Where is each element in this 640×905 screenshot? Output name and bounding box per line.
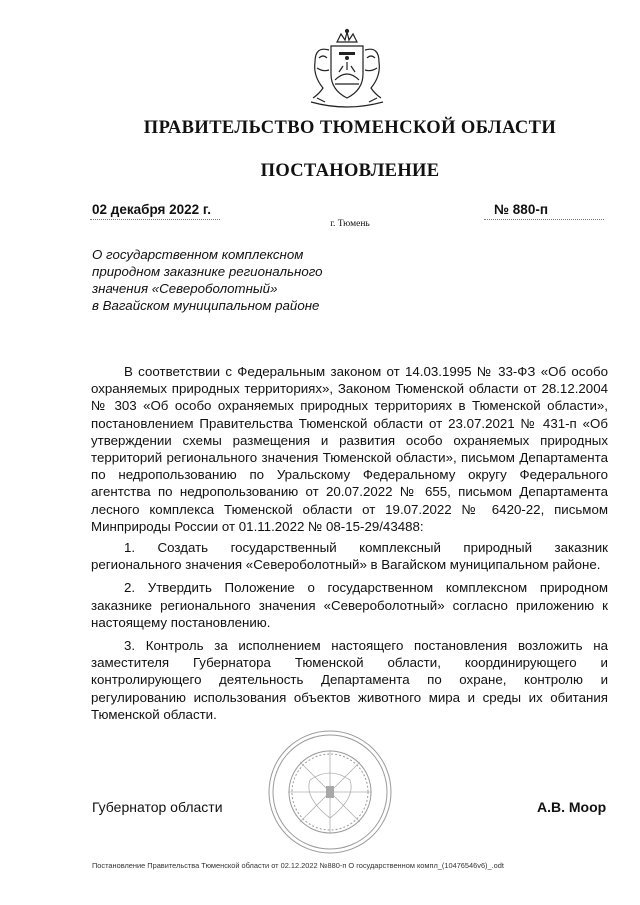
subject-line: значения «Североболотный»	[92, 281, 278, 296]
document-number: № 880-п	[494, 202, 548, 217]
clause-1: 1. Создать государственный комплексный природный заказник регионального значения «Североболотный» в Вагайском муниципальном районе.	[91, 540, 608, 573]
signer-name: А.В. Моор	[537, 799, 607, 815]
subject-line: природном заказнике регионального	[92, 264, 323, 279]
clause-2: 2. Утвердить Положение о государственном комплексном природном заказнике регионального значения «Североболотный» согласно приложению к настоящему постановлению.	[91, 580, 608, 630]
subject-line: О государственном комплексном	[92, 247, 304, 262]
document-body	[91, 363, 608, 729]
document-city: г. Тюмень	[330, 219, 370, 229]
signer-title: Губернатор области	[92, 799, 223, 815]
subject-line: в Вагайском муниципальном районе	[92, 298, 320, 313]
coat-of-arms-icon	[301, 28, 393, 112]
document-subject	[92, 246, 372, 314]
government-title: ПРАВИТЕЛЬСТВО ТЮМЕНСКОЙ ОБЛАСТИ	[143, 118, 557, 138]
document-date: 02 декабря 2022 г.	[92, 202, 211, 217]
document-type: ПОСТАНОВЛЕНИЕ	[260, 161, 440, 181]
footer-text: Постановление Правительства Тюменской области от 02.12.2022 №880-п О государственном компл_(10476546v6)_.odt	[92, 861, 504, 870]
preamble-paragraph: В соответствии с Федеральным законом от 14.03.1995 № 33-ФЗ «Об особо охраняемых природных территориях», Законом Тюменской области от 28.12.2004 № 303 «Об особо охраняемых природных территориях в Тюменской области», постановлением Правительства Тюменской области от 23.07.2021 № 431-п «Об утверждении схемы размещения и развития особо охраняемых природных территорий регионального значения Тюменской области», письмом Департамента по недропользованию по Уральскому Федеральному округу Федерального агентства по недропользованию от 20.07.2022 № 655, письмом Департамента лесного комплекса Тюменской области от 19.07.2022 № 6420-22, письмом Минприроды России от 01.11.2022 № 08-15-29/43488:	[91, 364, 608, 534]
clause-3: 3. Контроль за исполнением настоящего постановления возложить на заместителя Губернатора Тюменской области, координирующего и контролирующего деятельность Департамента по охране, контролю и регулированию использования объектов животного мира и среды их обитания Тюменской области.	[91, 638, 608, 722]
official-seal-icon	[266, 728, 394, 856]
